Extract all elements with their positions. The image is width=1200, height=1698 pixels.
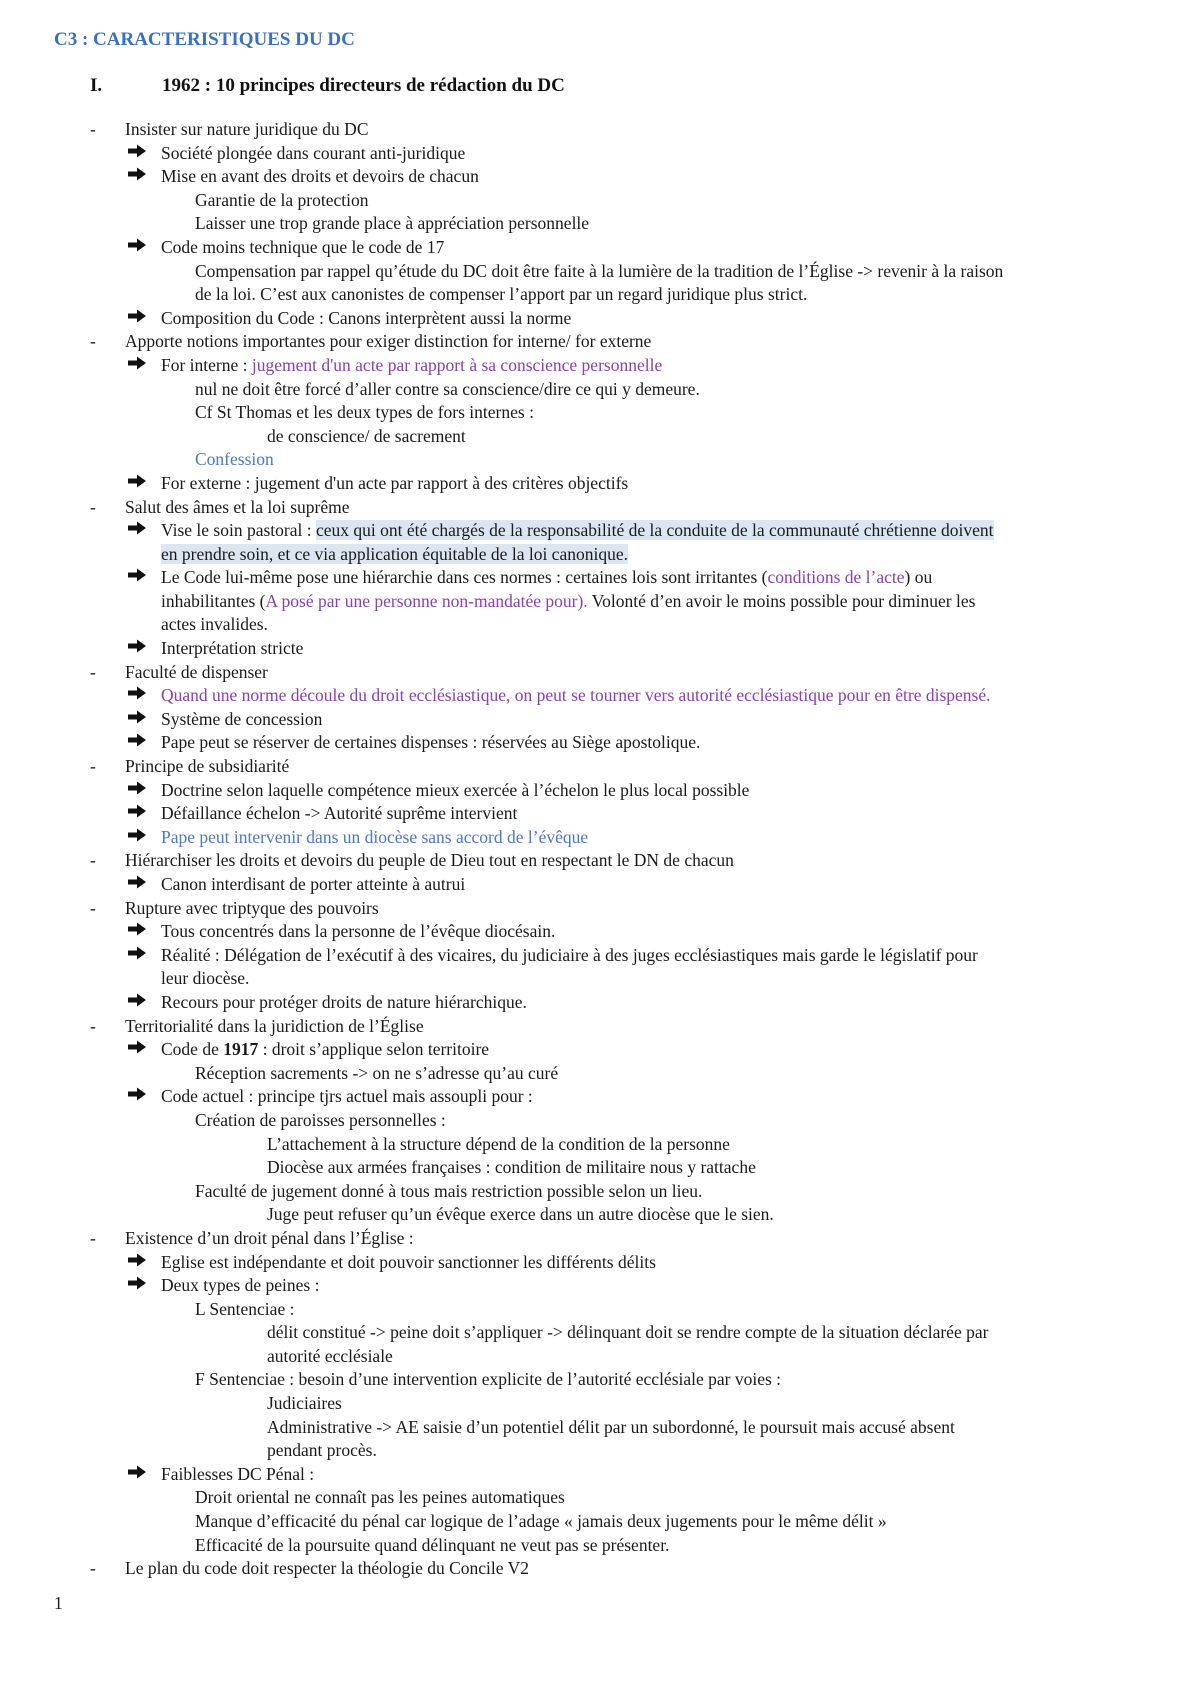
list-item	[0, 283, 1200, 307]
arrow-right-icon	[127, 1251, 147, 1275]
line-text: leur diocèse.	[161, 968, 250, 989]
list-item	[0, 496, 1200, 520]
line-text: Territorialité dans la juridiction de l’Église	[125, 1015, 424, 1036]
arrow-right-icon	[127, 1274, 147, 1298]
list-item	[0, 1038, 1200, 1062]
section-title: 1962 : 10 principes directeurs de rédaction du DC	[162, 75, 565, 96]
arrow-right-icon	[127, 236, 147, 260]
line-text: Efficacité de la poursuite quand délinquant ne veut pas se présenter.	[195, 1534, 670, 1555]
list-item	[0, 1251, 1200, 1275]
line-text: Garantie de la protection	[195, 189, 369, 210]
list-item	[0, 684, 1200, 708]
dash-bullet: -	[90, 1558, 96, 1579]
list-item	[0, 1534, 1200, 1558]
line-text: Deux types de peines :	[161, 1275, 320, 1296]
list-item	[0, 1345, 1200, 1369]
arrow-right-icon	[127, 944, 147, 968]
list-item	[0, 189, 1200, 213]
list-item	[0, 849, 1200, 873]
list-item	[0, 307, 1200, 331]
line-text: pendant procès.	[267, 1440, 377, 1461]
line-text: Droit oriental ne connaît pas les peines automatiques	[195, 1487, 565, 1508]
line-text: : droit s’applique selon territoire	[258, 1039, 490, 1060]
line-text: Manque d’efficacité du pénal car logique de l’adage « jamais deux jugements pour le même délit »	[195, 1511, 887, 1532]
line-text: Réception sacrements -> on ne s’adresse qu’au curé	[195, 1062, 559, 1083]
list-item	[0, 1180, 1200, 1204]
arrow-right-icon	[127, 637, 147, 661]
arrow-right-icon	[127, 1463, 147, 1487]
line-text: For interne :	[161, 354, 252, 375]
dash-bullet: -	[90, 331, 96, 352]
line-text: L’attachement à la structure dépend de la condition de la personne	[267, 1133, 730, 1154]
line-text: Existence d’un droit pénal dans l’Église :	[125, 1227, 414, 1248]
line-text: nul ne doit être forcé d’aller contre sa conscience/dire ce qui y demeure.	[195, 378, 700, 399]
list-item	[0, 212, 1200, 236]
line-text: inhabilitantes (	[161, 590, 266, 611]
line-text: Composition du Code : Canons interprètent aussi la norme	[161, 307, 572, 328]
arrow-right-icon	[127, 779, 147, 803]
line-text: délit constitué -> peine doit s’appliquer -> délinquant doit se rendre compte de la situation déclarée par	[267, 1322, 989, 1343]
list-item	[0, 826, 1200, 850]
highlighted-text: en prendre soin, et ce via application équitable de la loi canonique.	[161, 543, 628, 564]
list-item	[0, 897, 1200, 921]
line-text: Vise le soin pastoral :	[161, 520, 316, 541]
arrow-right-icon	[127, 165, 147, 189]
line-text: Interprétation stricte	[161, 638, 304, 659]
line-text: L Sentenciae :	[195, 1298, 295, 1319]
highlighted-text: ceux qui ont été chargés de la responsabilité de la conduite de la communauté chrétienne doivent	[315, 520, 994, 541]
arrow-right-icon	[127, 307, 147, 331]
list-item	[0, 1416, 1200, 1440]
list-item	[0, 613, 1200, 637]
list-item	[0, 448, 1200, 472]
line-text: F Sentenciae : besoin d’une intervention explicite de l’autorité ecclésiale par voies :	[195, 1369, 782, 1390]
line-text: Cf St Thomas et les deux types de fors internes :	[195, 402, 534, 423]
line-text: Principe de subsidiarité	[125, 756, 290, 777]
dash-bullet: -	[90, 897, 96, 918]
dash-bullet: -	[90, 850, 96, 871]
list-item	[0, 873, 1200, 897]
line-text: Faiblesses DC Pénal :	[161, 1463, 315, 1484]
list-item	[0, 731, 1200, 755]
line-text: Pape peut se réserver de certaines dispenses : réservées au Siège apostolique.	[161, 732, 701, 753]
line-text: Eglise est indépendante et doit pouvoir sanctionner les différents délits	[161, 1251, 656, 1272]
list-item	[0, 755, 1200, 779]
arrow-right-icon	[127, 826, 147, 850]
line-text: Système de concession	[161, 708, 323, 729]
list-item	[0, 401, 1200, 425]
line-text: Mise en avant des droits et devoirs de chacun	[161, 166, 479, 187]
list-item	[0, 165, 1200, 189]
list-item	[0, 1439, 1200, 1463]
list-item	[0, 920, 1200, 944]
section-number: I.	[90, 75, 103, 96]
purple-text: A posé par une personne non-mandatée pour).	[265, 590, 588, 611]
list-item	[0, 142, 1200, 166]
list-item	[0, 1227, 1200, 1251]
page-number: 1	[54, 1593, 63, 1613]
line-text: Société plongée dans courant anti-juridique	[161, 142, 466, 163]
purple-text: Quand une norme découle du droit ecclésiastique, on peut se tourner vers autorité ecclésiastique pour en être dispensé.	[161, 685, 991, 706]
arrow-right-icon	[127, 472, 147, 496]
line-text: Faculté de jugement donné à tous mais restriction possible selon un lieu.	[195, 1180, 703, 1201]
line-text: Juge peut refuser qu’un évêque exerce dans un autre diocèse que le sien.	[267, 1204, 774, 1225]
line-text: Insister sur nature juridique du DC	[125, 119, 369, 139]
arrow-right-icon	[127, 920, 147, 944]
arrow-right-icon	[127, 1038, 147, 1062]
line-text: Le plan du code doit respecter la théologie du Concile V2	[125, 1558, 529, 1579]
line-text: Judiciaires	[267, 1393, 342, 1414]
blue-text: Confession	[195, 449, 274, 470]
list-item	[0, 1392, 1200, 1416]
arrow-right-icon	[127, 873, 147, 897]
line-text: Code moins technique que le code de 17	[161, 236, 445, 257]
list-item	[0, 1274, 1200, 1298]
line-text: Code de	[161, 1039, 224, 1060]
list-item	[0, 637, 1200, 661]
dash-bullet: -	[90, 1015, 96, 1036]
list-item	[0, 991, 1200, 1015]
list-item	[0, 330, 1200, 354]
line-text: ) ou	[904, 567, 933, 588]
list-item	[0, 118, 1200, 142]
list-item	[0, 590, 1200, 614]
list-item	[0, 236, 1200, 260]
line-text: Compensation par rappel qu’étude du DC doit être faite à la lumière de la tradition de l’Église -> revenir à la raison	[195, 260, 1004, 281]
line-text: Réalité : Délégation de l’exécutif à des vicaires, du judiciaire à des juges ecclésiastiques mais garde le législatif pour	[161, 944, 978, 965]
list-item	[0, 1203, 1200, 1227]
blue-text: Pape peut intervenir dans un diocèse sans accord de l’évêque	[161, 826, 589, 847]
arrow-right-icon	[127, 142, 147, 166]
list-item	[0, 1463, 1200, 1487]
list-item	[0, 378, 1200, 402]
purple-text: jugement d'un acte par rapport à sa conscience personnelle	[251, 354, 663, 375]
line-text: Défaillance échelon -> Autorité suprême intervient	[161, 803, 518, 824]
list-item	[0, 425, 1200, 449]
line-text: Recours pour protéger droits de nature hiérarchique.	[161, 991, 527, 1012]
list-item	[0, 1133, 1200, 1157]
dash-bullet: -	[90, 119, 96, 139]
list-item	[0, 967, 1200, 991]
dash-bullet: -	[90, 661, 96, 682]
line-text: Création de paroisses personnelles :	[195, 1109, 446, 1130]
arrow-right-icon	[127, 519, 147, 543]
list-item	[0, 472, 1200, 496]
line-text: For externe : jugement d'un acte par rapport à des critères objectifs	[161, 472, 629, 493]
list-item	[0, 708, 1200, 732]
section-heading	[90, 72, 565, 100]
list-item	[0, 1109, 1200, 1133]
line-text: Laisser une trop grande place à appréciation personnelle	[195, 213, 590, 234]
line-text: autorité ecclésiale	[267, 1345, 393, 1366]
list-item	[0, 1510, 1200, 1534]
list-item	[0, 543, 1200, 567]
list-item	[0, 260, 1200, 284]
line-text: de la loi. C’est aux canonistes de compenser l’apport par un regard juridique plus strict.	[195, 284, 808, 305]
line-text: actes invalides.	[161, 614, 268, 635]
dash-bullet: -	[90, 756, 96, 777]
arrow-right-icon	[127, 684, 147, 708]
line-text: Rupture avec triptyque des pouvoirs	[125, 897, 379, 918]
document-title: C3 : CARACTERISTIQUES DU DC	[54, 29, 355, 50]
list-item	[0, 1062, 1200, 1086]
line-text: Tous concentrés dans la personne de l’évêque diocésain.	[161, 921, 556, 942]
line-text: Code actuel : principe tjrs actuel mais assoupli pour :	[161, 1086, 533, 1107]
line-text: de conscience/ de sacrement	[267, 425, 466, 446]
list-item	[0, 1368, 1200, 1392]
line-text: Canon interdisant de porter atteinte à autrui	[161, 874, 466, 894]
arrow-right-icon	[127, 1085, 147, 1109]
arrow-right-icon	[127, 354, 147, 378]
purple-text: conditions de l’acte	[767, 567, 905, 588]
list-item	[0, 566, 1200, 590]
bold-text: 1917	[223, 1039, 259, 1060]
list-item	[0, 519, 1200, 543]
line-text: Administrative -> AE saisie d’un potentiel délit par un subordonné, le poursuit mais accusé absent	[267, 1416, 955, 1437]
dash-bullet: -	[90, 496, 96, 517]
line-text: Hiérarchiser les droits et devoirs du peuple de Dieu tout en respectant le DN de chacun	[125, 850, 734, 871]
line-text: Salut des âmes et la loi suprême	[125, 496, 350, 517]
list-item	[0, 354, 1200, 378]
arrow-right-icon	[127, 991, 147, 1015]
list-item	[0, 1298, 1200, 1322]
line-text: Le Code lui-même pose une hiérarchie dans ces normes : certaines lois sont irritantes (	[161, 567, 768, 588]
arrow-right-icon	[127, 731, 147, 755]
arrow-right-icon	[127, 802, 147, 826]
list-item	[0, 1321, 1200, 1345]
list-item	[0, 944, 1200, 968]
dash-bullet: -	[90, 1227, 96, 1248]
list-item	[0, 779, 1200, 803]
document-body	[0, 118, 1200, 1581]
line-text: Diocèse aux armées françaises : condition de militaire nous y rattache	[267, 1157, 756, 1178]
list-item	[0, 1486, 1200, 1510]
list-item	[0, 802, 1200, 826]
list-item	[0, 661, 1200, 685]
list-item	[0, 1085, 1200, 1109]
list-item	[0, 1156, 1200, 1180]
arrow-right-icon	[127, 566, 147, 590]
arrow-right-icon	[127, 708, 147, 732]
list-item	[0, 1015, 1200, 1039]
line-text: Doctrine selon laquelle compétence mieux exercée à l’échelon le plus local possible	[161, 779, 750, 800]
line-text: Volonté d’en avoir le moins possible pour diminuer les	[587, 590, 976, 611]
line-text: Faculté de dispenser	[125, 661, 268, 682]
list-item	[0, 1557, 1200, 1581]
line-text: Apporte notions importantes pour exiger distinction for interne/ for externe	[125, 331, 652, 352]
